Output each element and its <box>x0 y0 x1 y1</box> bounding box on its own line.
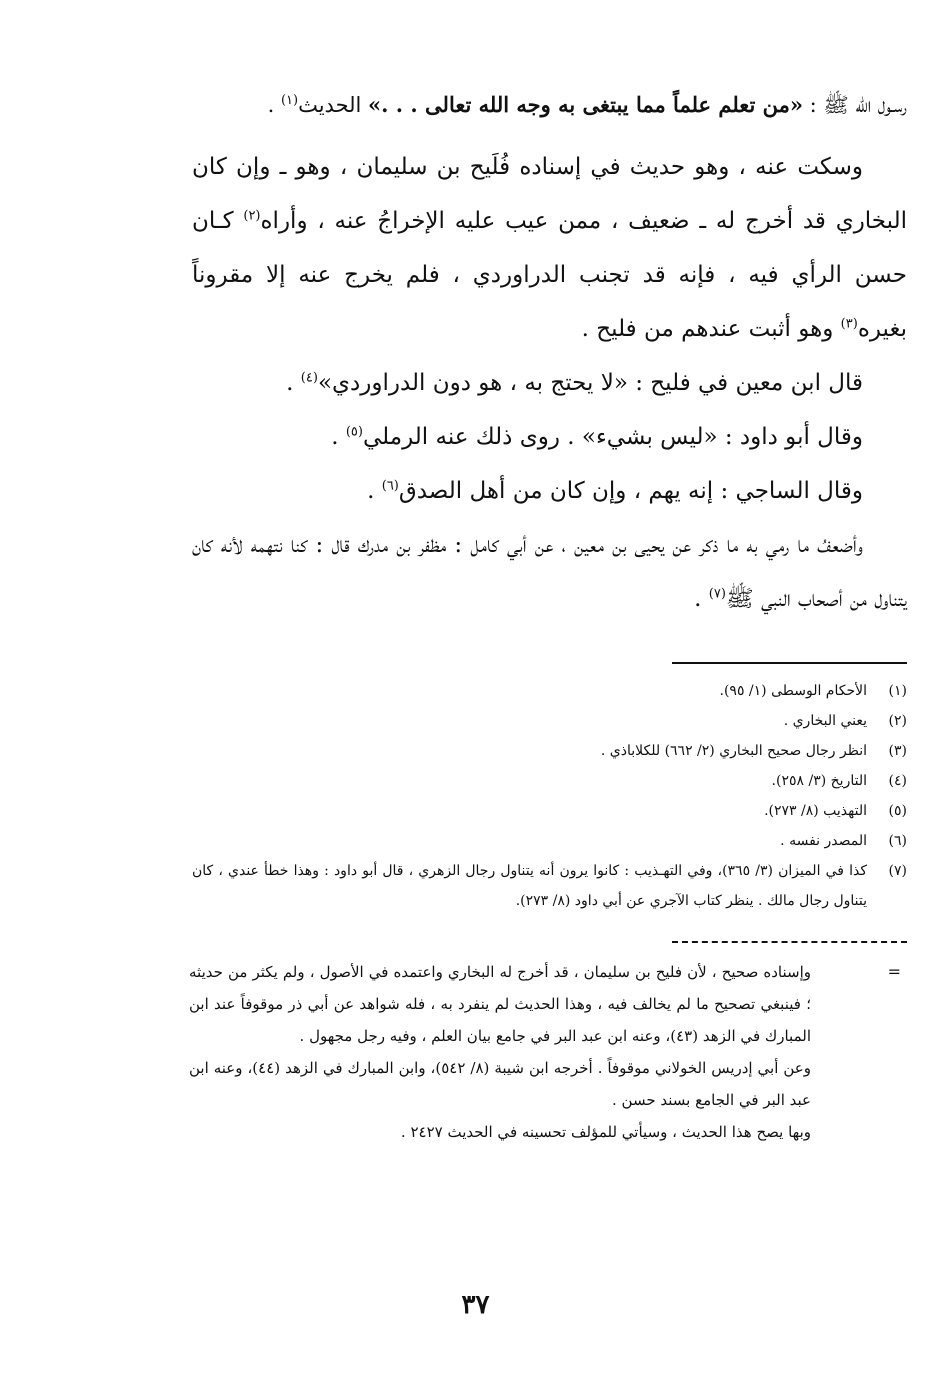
footnote-number: (٥) <box>888 803 907 819</box>
paragraph-1-part-3: وهو أثبت عندهم من فليح . <box>581 316 841 342</box>
paragraph-1 <box>192 140 907 356</box>
footnote-text: التاريخ (٣/ ٢٥٨). <box>771 773 867 789</box>
footnote-number: (٧) <box>888 863 907 879</box>
paragraph-4-text: وقال الساجي : إنه يهم ، وإن كان من أهل الصدق <box>398 478 863 504</box>
paragraph-2 <box>192 356 907 410</box>
paragraph-3-text: وقال أبو داود : «ليس بشيء» . روى ذلك عنه الرملي <box>362 424 863 450</box>
footnote-ref-5: (٥) <box>345 424 363 440</box>
paragraph-3 <box>192 410 907 464</box>
continuation-mark: = <box>887 962 901 981</box>
continuation-notes <box>189 956 811 1148</box>
hadith-suffix: الحديث <box>298 93 369 117</box>
footnotes <box>192 676 907 916</box>
footnote-ref-6: (٦) <box>381 478 399 494</box>
footnote-ref-3: (٣) <box>840 316 858 332</box>
footnote-item <box>192 766 907 796</box>
footnote-item <box>192 706 907 736</box>
footnote-number: (٦) <box>888 833 907 849</box>
page-number: ٣٧ <box>461 1290 490 1320</box>
footnote-item <box>192 856 907 916</box>
footnote-item <box>192 676 907 706</box>
footnote-text: انظر رجال صحيح البخاري (٢/ ٦٦٢) للكلاباذي . <box>600 743 867 759</box>
paragraph-4-end: . <box>367 478 382 504</box>
footnote-text: كذا في الميزان (٣/ ٣٦٥)، وفي التهـذيب : كانوا يرون أنه يتناول رجال الزهري ، قال أبو داود : وهذا خطأ عندي ، كان يتناول رجال مالك . ينظر كتاب الآجري عن أبي داود (٨/ ٢٧٣). <box>192 863 867 909</box>
paragraph-4 <box>192 464 907 518</box>
footnote-separator <box>672 662 907 664</box>
footnote-text: التهذيب (٨/ ٢٧٣). <box>764 803 867 819</box>
paragraph-5 <box>192 518 907 626</box>
footnote-ref-4: (٤) <box>300 370 318 386</box>
footnote-item <box>192 826 907 856</box>
footnote-text: يعني البخاري . <box>783 713 867 729</box>
paragraph-2-end: . <box>286 370 301 396</box>
hadith-line <box>192 78 907 132</box>
continuation-separator <box>672 941 907 943</box>
continuation-paragraph: وإسناده صحيح ، لأن فليح بن سليمان ، قد أخرج له البخاري واعتمده في الأصول ، ولم يكثر من حديثه ؛ فينبغي تصحيح ما لم يخالف فيه ، وهذا الحديث لم ينفرد به ، فله شواهد عن أبي ذر موقوفاً عند ابن المبارك في الزهد (٤٣)، وعنه ابن عبد البر في جامع بيان العلم ، وفيه رجل مجهول . <box>189 963 811 1045</box>
continuation-paragraph: وعن أبي إدريس الخولاني موقوفاً . أخرجه ابن شيبة (٨/ ٥٤٢)، وابن المبارك في الزهد (٤٤)، وعنه ابن عبد البر في الجامع بسند حسن . <box>189 1059 811 1109</box>
footnote-ref-2: (٢) <box>243 208 261 224</box>
continuation-paragraph: وبها يصح هذا الحديث ، وسيأتي للمؤلف تحسينه في الحديث ٢٤٢٧ . <box>400 1123 811 1141</box>
footnote-ref-1: (١) <box>280 93 299 108</box>
footnote-item <box>192 796 907 826</box>
paragraph-3-end: . <box>331 424 346 450</box>
paragraph-5-end: . <box>694 586 709 612</box>
paragraph-2-text: قال ابن معين في فليح : «لا يحتج به ، هو دون الدراوردي» <box>317 370 863 396</box>
footnote-item <box>192 736 907 766</box>
main-text <box>192 78 907 626</box>
footnote-number: (٢) <box>888 713 907 729</box>
line-end: . <box>267 93 281 117</box>
footnote-ref-7: (٧) <box>708 586 726 602</box>
hadith-quote: «من تعلم علماً مما يبتغى به وجه الله تعالى . . .» <box>368 92 803 117</box>
footnote-number: (٣) <box>888 743 907 759</box>
paragraph-1-part-1: وسكت عنه ، وهو حديث في إسناده فُلَيح بن سليمان ، وهو ـ وإن كان البخاري قد أخرج له ـ ضعيف ، ممن عيب عليه الإخراجُ عنه ، وأراه <box>192 154 907 234</box>
footnote-number: (١) <box>888 683 907 699</box>
footnote-number: (٤) <box>888 773 907 789</box>
paragraph-1-part-2: كـان حسن الرأي فيه ، فإنه قد تجنب الدراوردي ، فلم يخرج عنه إلا مقروناً بغيره <box>192 208 907 342</box>
footnote-text: الأحكام الوسطى (١/ ٩٥). <box>719 683 867 699</box>
prophet-mention: رسـول الله ﷺ : <box>802 93 907 117</box>
footnote-text: المصدر نفسه . <box>780 833 867 849</box>
paragraph-5-text: وأضعفُ ما رمي به ما ذكر عن يحيى بن معين ، عن أبي كامل : مظفر بن مدرك قال : كنا نتهمه لأنه كان يتناول من أصحاب النبي ﷺ <box>192 532 907 612</box>
